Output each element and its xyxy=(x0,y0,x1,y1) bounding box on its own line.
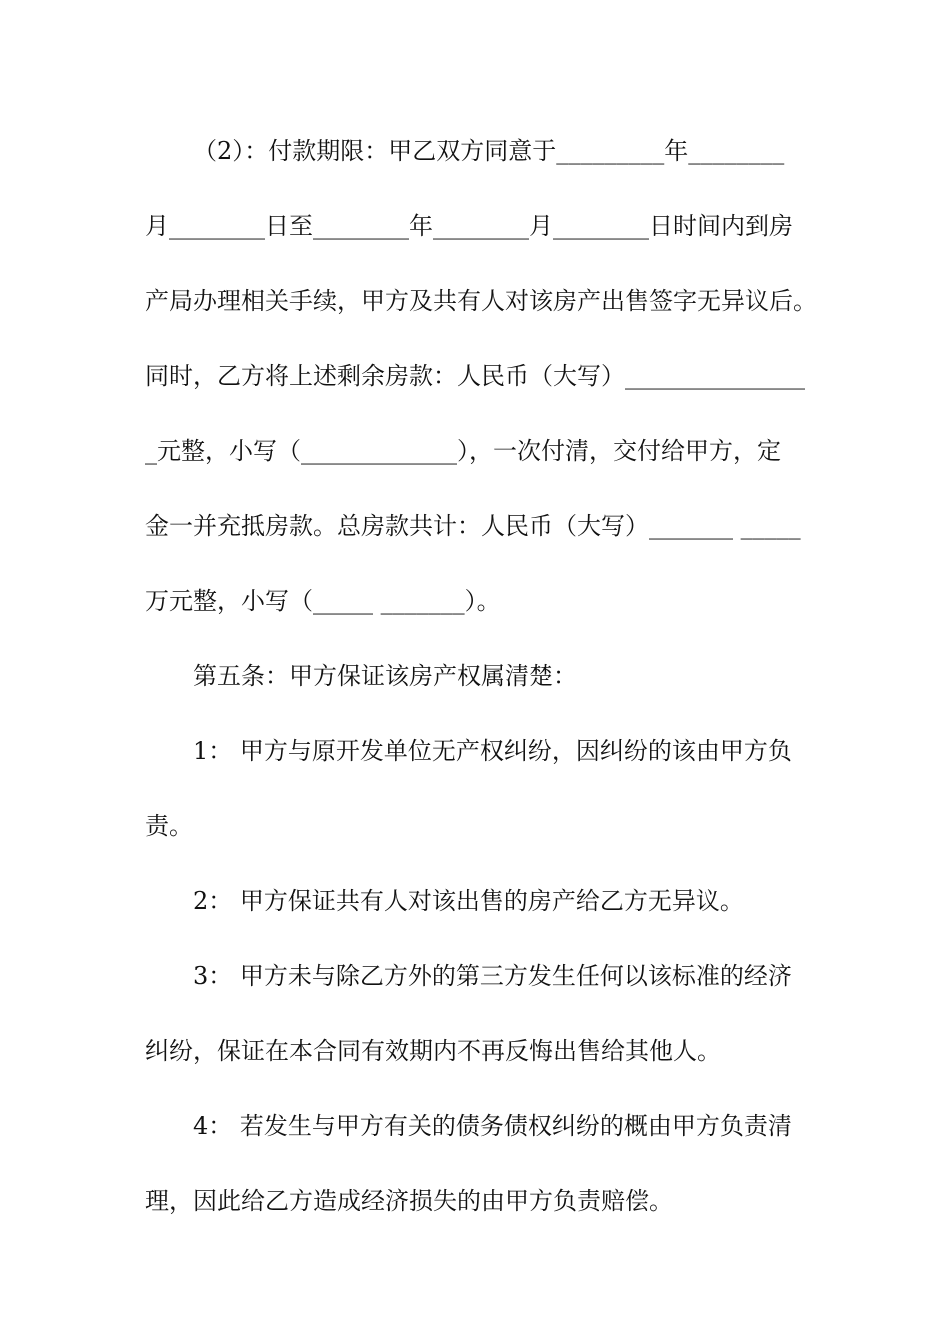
payment-term-line-4: 同时，乙方将上述剩余房款：人民币（大写）_______________ xyxy=(145,362,805,390)
clause-2-line-1: 2： 甲方保证共有人对该出售的房产给乙方无异议。 xyxy=(193,887,744,915)
payment-term-line-2: 月________日至________年________月________日时间内到房 xyxy=(145,212,793,240)
clause-3-line-2: 纠纷，保证在本合同有效期内不再反悔出售给其他人。 xyxy=(145,1037,721,1065)
clause-4-line-1: 4： 若发生与甲方有关的债务债权纠纷的概由甲方负责清 xyxy=(193,1112,792,1140)
clause-4-line-2: 理，因此给乙方造成经济损失的由甲方负责赔偿。 xyxy=(145,1187,673,1215)
payment-term-line-7: 万元整，小写（_____ _______）。 xyxy=(145,587,501,615)
payment-term-line-3: 产局办理相关手续，甲方及共有人对该房产出售签字无异议后。 xyxy=(145,287,817,315)
payment-term-line-5: _元整，小写（_____________），一次付清，交付给甲方，定 xyxy=(145,437,781,465)
clause-1-line-1: 1： 甲方与原开发单位无产权纠纷，因纠纷的该由甲方负 xyxy=(193,737,792,765)
payment-term-line-1: （2）：付款期限：甲乙双方同意于_________年________ xyxy=(193,137,785,165)
payment-term-line-6: 金一并充抵房款。总房款共计：人民币（大写）_______ _____ xyxy=(145,512,801,540)
clause-1-line-2: 责。 xyxy=(145,812,193,840)
clause-3-line-1: 3： 甲方未与除乙方外的第三方发生任何以该标准的经济 xyxy=(193,962,792,990)
article-five-heading: 第五条：甲方保证该房产权属清楚： xyxy=(193,662,577,690)
